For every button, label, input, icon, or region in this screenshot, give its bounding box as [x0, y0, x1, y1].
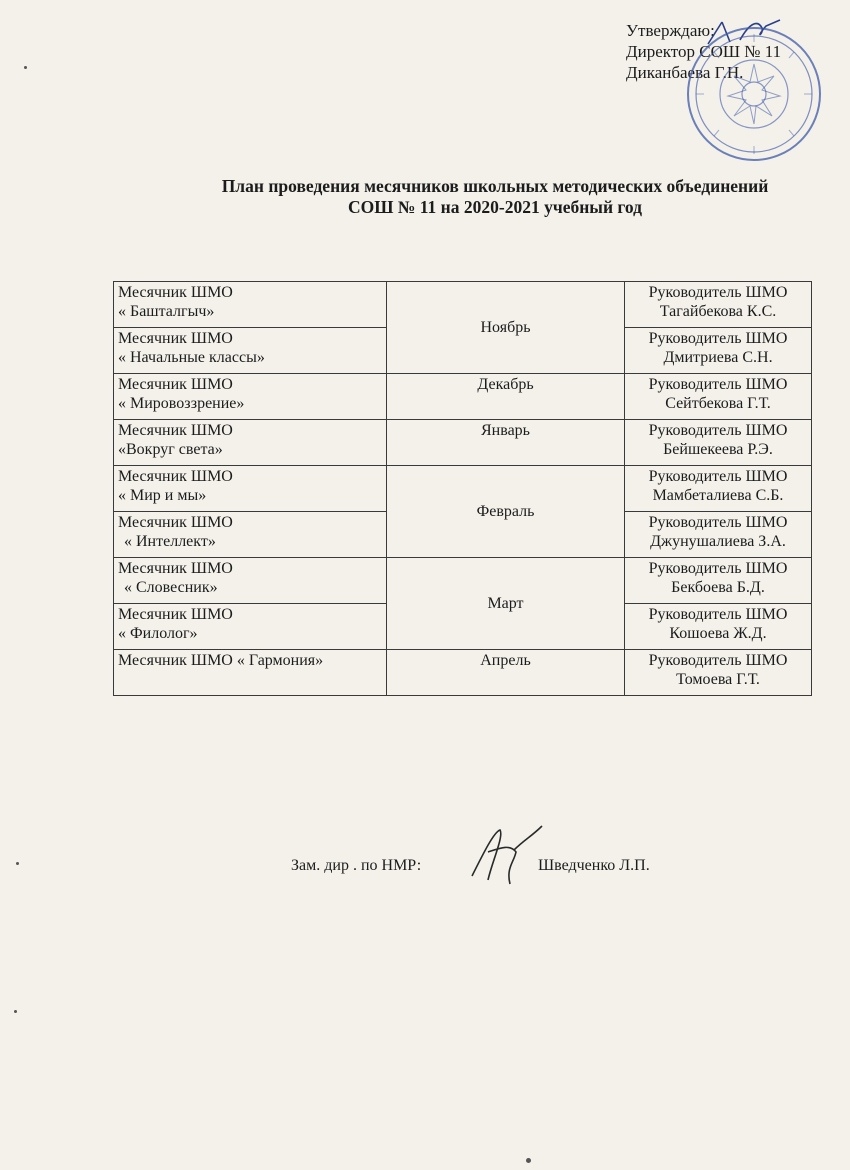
responsible-cell [625, 604, 812, 650]
responsible-cell [625, 558, 812, 604]
month-cell: Март [387, 558, 625, 650]
deputy-name: Шведченко Л.П. [538, 857, 650, 874]
responsible-role: Руководитель ШМО [648, 560, 788, 577]
event-name-line-1: Месячник ШМО [118, 468, 233, 485]
table-row [114, 558, 812, 604]
event-name-cell [114, 374, 387, 420]
responsible-person: Мамбеталиева С.Б. [652, 487, 784, 504]
event-name-line-2: « Башталгыч» [118, 303, 215, 320]
table-row [114, 466, 812, 512]
document-title [150, 176, 840, 218]
event-name-cell [114, 420, 387, 466]
responsible-cell [625, 512, 812, 558]
approval-position: Директор СОШ № 11 [626, 42, 782, 61]
event-name-line-1: Месячник ШМО [118, 376, 233, 393]
title-line-1: План проведения месячников школьных методических объединений [221, 176, 769, 196]
responsible-person: Бекбоева Б.Д. [671, 579, 765, 596]
event-name-cell [114, 512, 387, 558]
month-cell: Апрель [387, 650, 625, 696]
responsible-person: Джунушалиева З.А. [650, 533, 786, 550]
table-row [114, 374, 812, 420]
event-name-cell [114, 466, 387, 512]
title-line-2: СОШ № 11 на 2020-2021 учебный год [347, 197, 643, 217]
paper-speck [16, 862, 19, 865]
event-name-cell [114, 650, 387, 696]
paper-speck [24, 66, 27, 69]
responsible-role: Руководитель ШМО [648, 284, 788, 301]
event-name-line-2: «Вокруг света» [118, 441, 223, 458]
event-name-line-1: Месячник ШМО [118, 330, 233, 347]
responsible-role: Руководитель ШМО [648, 514, 788, 531]
event-name-cell [114, 282, 387, 328]
event-name-cell [114, 558, 387, 604]
month-cell: Декабрь [387, 374, 625, 420]
event-name-line-1: Месячник ШМО [118, 560, 233, 577]
responsible-person: Кошоева Ж.Д. [669, 625, 767, 642]
event-name-line-2: « Интеллект» [124, 533, 216, 550]
event-name-line-1: Месячник ШМО [118, 606, 233, 623]
event-name-line-1: Месячник ШМО [118, 422, 233, 439]
event-name-cell [114, 328, 387, 374]
responsible-role: Руководитель ШМО [648, 376, 788, 393]
paper-speck [14, 1010, 17, 1013]
responsible-person: Тагайбекова К.С. [659, 303, 777, 320]
event-name-line-2: « Мир и мы» [118, 487, 207, 504]
responsible-person: Бейшекеева Р.Э. [663, 441, 773, 458]
responsible-person: Томоева Г.Т. [676, 671, 760, 688]
responsible-cell [625, 328, 812, 374]
month-cell: Январь [387, 420, 625, 466]
deputy-signature-icon [466, 822, 546, 892]
event-name-line-2: « Филолог» [118, 625, 198, 642]
deputy-position: Зам. дир . по НМР: [291, 857, 422, 874]
table-row [114, 420, 812, 466]
paper-speck [526, 1158, 531, 1163]
responsible-role: Руководитель ШМО [648, 606, 788, 623]
month-cell: Ноябрь [387, 282, 625, 374]
event-name-line-1: Месячник ШМО « Гармония» [118, 652, 324, 669]
table-row [114, 282, 812, 328]
responsible-person: Дмитриева С.Н. [663, 349, 773, 366]
event-name-line-1: Месячник ШМО [118, 284, 233, 301]
approval-label: Утверждаю: [626, 21, 715, 40]
responsible-cell [625, 282, 812, 328]
event-name-line-2: « Начальные классы» [118, 349, 265, 366]
responsible-cell [625, 420, 812, 466]
plan-table [113, 281, 812, 696]
responsible-role: Руководитель ШМО [648, 652, 788, 669]
approval-director-name: Диканбаева Г.Н. [626, 63, 744, 82]
event-name-line-2: « Словесник» [124, 579, 218, 596]
responsible-cell [625, 466, 812, 512]
month-cell: Февраль [387, 466, 625, 558]
responsible-cell [625, 374, 812, 420]
event-name-cell [114, 604, 387, 650]
responsible-cell [625, 650, 812, 696]
responsible-role: Руководитель ШМО [648, 468, 788, 485]
responsible-role: Руководитель ШМО [648, 330, 788, 347]
responsible-person: Сейтбекова Г.Т. [665, 395, 771, 412]
table-row [114, 650, 812, 696]
event-name-line-1: Месячник ШМО [118, 514, 233, 531]
responsible-role: Руководитель ШМО [648, 422, 788, 439]
event-name-line-2: « Мировоззрение» [118, 395, 245, 412]
approval-block [626, 20, 836, 83]
